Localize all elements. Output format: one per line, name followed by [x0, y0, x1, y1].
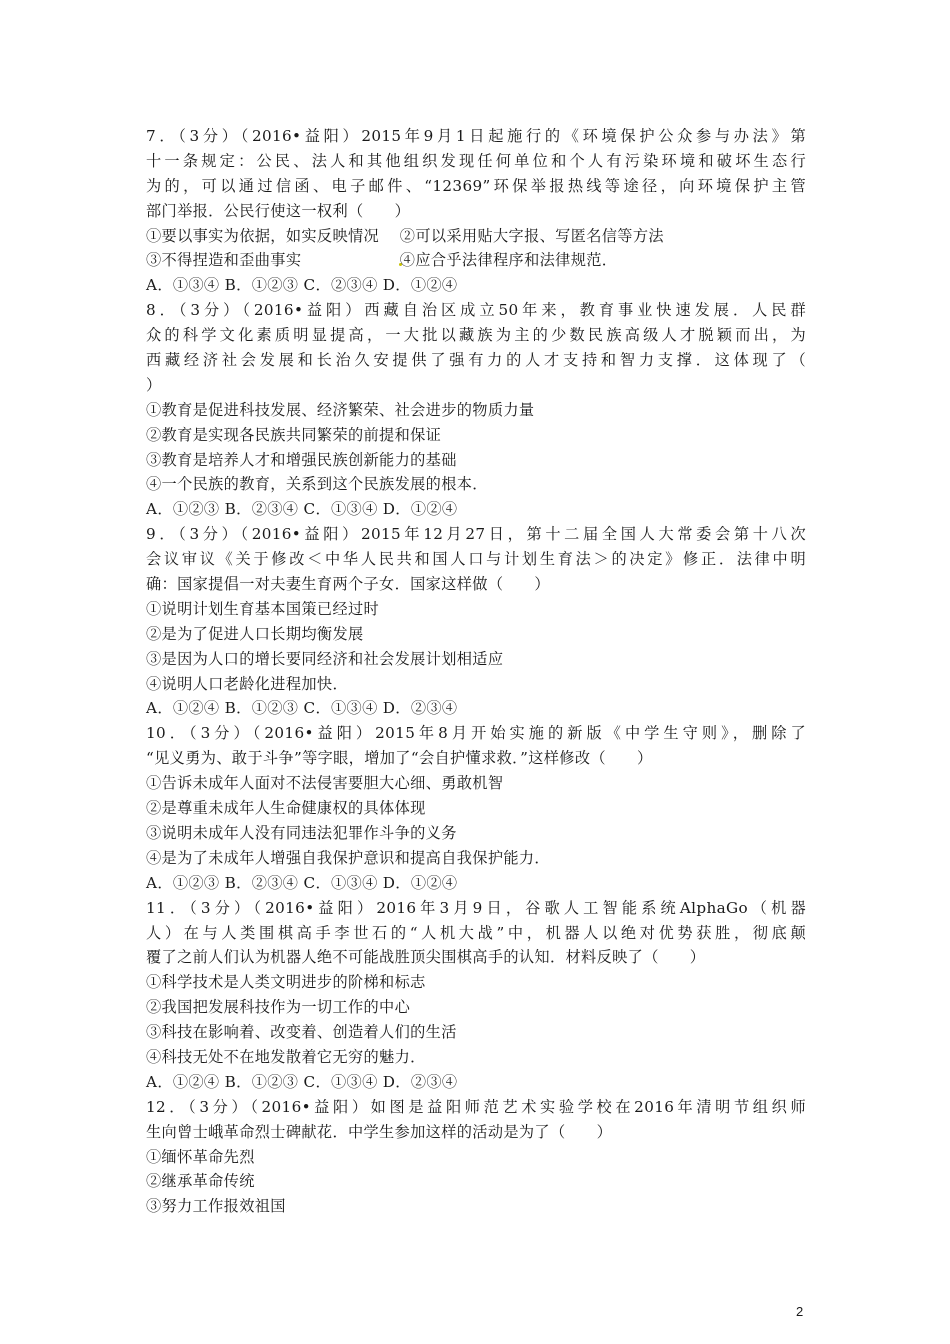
question-7-stem-line-4: 部门举报．公民行使这一权利（ ） [146, 201, 411, 220]
question-8-option-4: ④一个民族的教育，关系到这个民族发展的根本． [146, 475, 488, 494]
question-9-option-4: ④说明人口老龄化进程加快． [146, 674, 348, 693]
exam-questions [146, 124, 806, 1219]
question-10-option-2: ②是尊重未成年人生命健康权的具体体现 [146, 799, 426, 818]
question-11-option-4: ④科技无处不在地发散着它无穷的魅力． [146, 1047, 426, 1066]
question-8-stem-line-4: ） [146, 375, 162, 394]
question-11-stem-line-3: 覆了之前人们认为机器人绝不可能战胜顶尖围棋高手的认知．材料反映了（ ） [146, 948, 706, 967]
question-9-stem-line-3: 确：国家提倡一对夫妻生育两个子女．国家这样做（ ） [146, 575, 550, 594]
question-9-option-3: ③是因为人口的增长要同经济和社会发展计划相适应 [146, 649, 504, 668]
question-9-stem-line-1: 9．（3分）（2016•益阳）2015年12月27日，第十二届全国人大常委会第十八次 [146, 525, 806, 544]
question-9-option-2: ②是为了促进人口长期均衡发展 [146, 624, 364, 643]
question-12 [146, 1095, 806, 1219]
question-12-stem-line-2: 生向曾士峨革命烈士碑献花．中学生参加这样的活动是为了（ ） [146, 1122, 613, 1141]
question-10-option-1: ①告诉未成年人面对不法侵害要胆大心细、勇敢机智 [146, 774, 504, 793]
question-10 [146, 721, 806, 895]
question-8-option-1: ①教育是促进科技发展、经济繁荣、社会进步的物质力量 [146, 400, 535, 419]
question-9-stem-line-2: 会议审议《关于修改＜中华人民共和国人口与计划生育法＞的决定》修正．法律中明 [146, 550, 806, 569]
question-9-option-1: ①说明计划生育基本国策已经过时 [146, 599, 380, 618]
question-8-stem-line-3: 西藏经济社会发展和长治久安提供了强有力的人才支持和智力支撑．这体现了（ [146, 351, 806, 370]
question-12-stem-line-1: 12．（3分）（2016•益阳）如图是益阳师范艺术实验学校在2016年清明节组织师 [146, 1097, 806, 1116]
question-12-option-1: ①缅怀革命先烈 [146, 1147, 255, 1166]
question-8-answer-choices: A．①②③ B．②③④ C．①③④ D．①②④ [146, 500, 458, 519]
question-7-options-line-1: ①要以事实为依据，如实反映情况 ②可以采用贴大字报、写匿名信等方法 [146, 226, 664, 245]
question-8-stem-line-1: 8．（3分）（2016•益阳）西藏自治区成立50年来，教育事业快速发展．人民群 [146, 301, 806, 320]
question-11-option-2: ②我国把发展科技作为一切工作的中心 [146, 998, 411, 1017]
question-11-option-3: ③科技在影响着、改变着、创造着人们的生活 [146, 1023, 457, 1042]
question-11 [146, 896, 806, 1095]
question-7-options-line-2: ③不得捏造和歪曲事实 ④应合乎法律程序和法律规范． [146, 251, 618, 270]
question-11-stem-line-2: 人）在与人类围棋高手李世石的“人机大战”中，机器人以绝对优势获胜，彻底颠 [146, 923, 806, 942]
question-7-stem-line-2: 十一条规定：公民、法人和其他组织发现任何单位和个人有污染环境和破坏生态行 [146, 151, 806, 170]
question-7 [146, 124, 806, 298]
question-12-option-3: ③努力工作报效祖国 [146, 1197, 286, 1216]
question-8-stem-line-2: 众的科学文化素质明显提高，一大批以藏族为主的少数民族高级人才脱颖而出，为 [146, 326, 806, 345]
question-12-option-2: ②继承革命传统 [146, 1172, 255, 1191]
question-7-stem-line-1: 7．（3分）（2016•益阳）2015年9月1日起施行的《环境保护公众参与办法》第 [146, 127, 806, 145]
question-10-option-3: ③说明未成年人没有同违法犯罪作斗争的义务 [146, 823, 457, 842]
question-11-answer-choices: A．①②④ B．①②③ C．①③④ D．②③④ [146, 1072, 458, 1091]
question-10-stem-line-2: “见义勇为、敢于斗争”等字眼，增加了“会自护懂求救．”这样修改（ ） [146, 749, 653, 768]
question-8-option-2: ②教育是实现各民族共同繁荣的前提和保证 [146, 425, 442, 444]
page-number: 2 [796, 1304, 804, 1319]
question-10-option-4: ④是为了未成年人增强自我保护意识和提高自我保护能力． [146, 848, 550, 867]
question-8-option-3: ③教育是培养人才和增强民族创新能力的基础 [146, 450, 457, 469]
question-9 [146, 522, 806, 721]
question-10-stem-line-1: 10．（3分）（2016•益阳）2015年8月开始实施的新版《中学生守则》，删除了 [146, 724, 806, 743]
question-7-answer-choices: A．①③④ B．①②③ C．②③④ D．①②④ [146, 276, 458, 295]
question-9-answer-choices: A．①②④ B．①②③ C．①③④ D．②③④ [146, 699, 458, 718]
question-7-stem-line-3: 为的，可以通过信函、电子邮件、“12369”环保举报热线等途径，向环境保护主管 [146, 176, 806, 195]
question-8 [146, 298, 806, 522]
question-11-option-1: ①科学技术是人类文明进步的阶梯和标志 [146, 973, 426, 992]
question-11-stem-line-1: 11．（3分）（2016•益阳）2016年3月9日，谷歌人工智能系统AlphaGo（机器 [146, 898, 806, 917]
question-10-answer-choices: A．①②③ B．②③④ C．①③④ D．①②④ [146, 873, 458, 892]
